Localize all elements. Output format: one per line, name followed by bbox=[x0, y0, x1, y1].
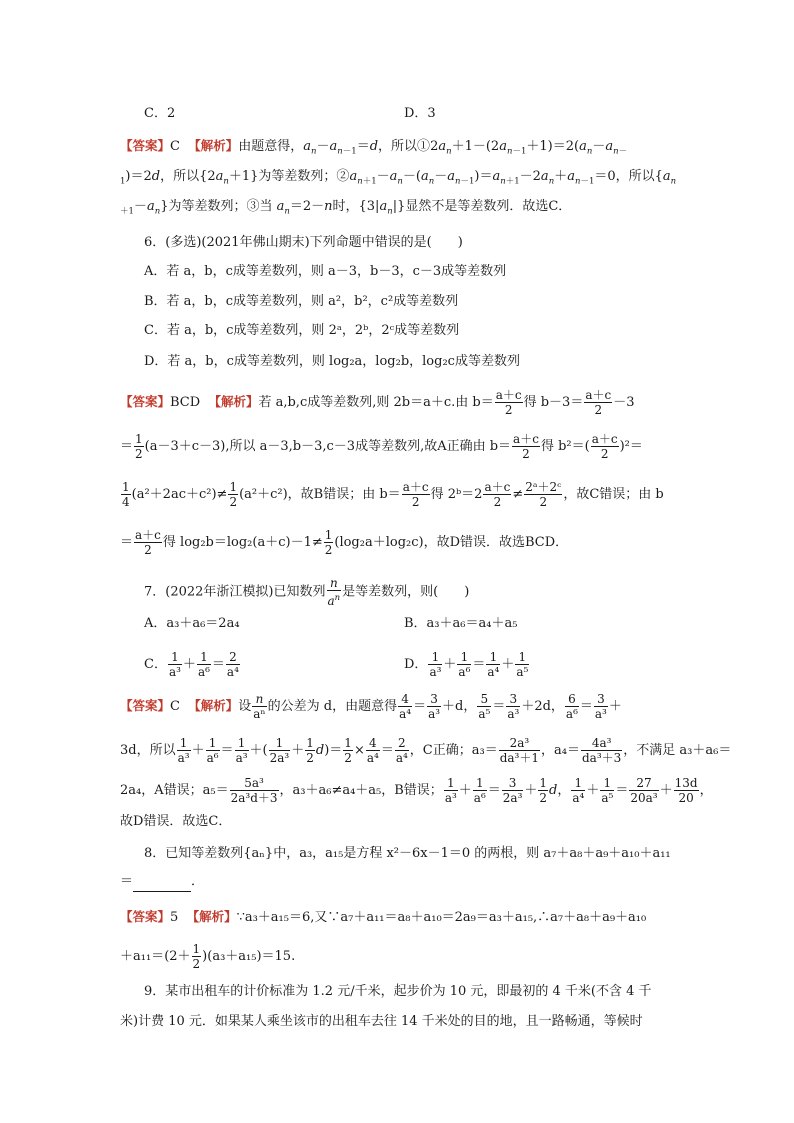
text: 3d，所以 bbox=[120, 743, 176, 758]
q5-analysis-line3: $_{+1}-a_n$}为等差数列；③当 $a_n=2-n$时，$\{3|a_n|\}$显然不是等差数列．故选C． bbox=[120, 199, 572, 217]
text: ，故C错误；由 b bbox=[563, 487, 664, 502]
text: ≠ bbox=[512, 487, 524, 502]
text: ，a₄＝ bbox=[541, 743, 580, 758]
q9-line1: 9．某市出租车的计价标准为 1.2 元/千米，起步价为 10 元，即最初的 4 千米(不含 4 千 bbox=[144, 984, 652, 999]
text: 设 bbox=[238, 699, 252, 714]
text: ＝2( bbox=[552, 139, 580, 154]
answer-blank bbox=[133, 878, 191, 892]
analysis-tag: 【解析】 bbox=[208, 394, 259, 409]
q7-option-d: D． $\frac{1}{\text{a³}}$ ＋ $\frac{1}{\text{a⁶}}$ ＝ $\frac{1}{\text{a⁴}}$ ＋ $\frac{1}{\text{a⁵}}$ bbox=[404, 650, 529, 679]
text: ． bbox=[191, 874, 205, 889]
analysis-tag: 【解析】 bbox=[188, 138, 239, 153]
text: 得 b²＝ bbox=[540, 439, 585, 454]
q7-analysis-line2: 3d，所以 $\frac{1}{\text{a³}}$ ＋ $\frac{1}{\text{a⁶}}$ ＝ $\frac{1}{\text{a³}}$ ＋( $\frac{1}{\text{2a³}}$ ＋ $\frac{1}{2}$ d)＝ $\frac{1}{2}$ × $\frac{4}{\text{a⁴}}$ ＝ $\frac{2}{\text{a⁴}}$ ，C正确；a₃＝ $\frac{\text{2a³}}{\text{da³＋1}}$ ，a₄＝ $\frac{\text{4a³}}{\text{da³＋3}}$ ，不满足 a₃＋a₆＝ bbox=[120, 736, 732, 765]
text: ＋a₁₁＝ bbox=[120, 949, 165, 964]
text: (a₃＋a₁₅)＝15. bbox=[207, 949, 296, 964]
q8-stem: 8．已知等差数列{aₙ}中，a₃，a₁₅是方程 x²－6x－1＝0 的两根，则 a₇＋a₈＋a₉＋a₁₀＋a₁₁ bbox=[144, 846, 671, 861]
q6-analysis-line4: ＝ $\frac{a+c}{2}$ 得 log₂b＝log₂(a＋c)－1≠ $\frac{1}{2}$ (log₂a＋log₂c)，故D错误．故选BCD． bbox=[120, 528, 569, 557]
answer-tag: 【答案】 bbox=[120, 394, 171, 409]
text: ＝ bbox=[629, 439, 643, 454]
answer-tag: 【答案】 bbox=[120, 909, 171, 924]
text: 的公差为 d，由题意得 bbox=[267, 699, 398, 714]
analysis-tag: 【解析】 bbox=[186, 909, 237, 924]
text: 得 2ᵇ＝2 bbox=[430, 487, 483, 502]
text: }为等差数列；③当 bbox=[160, 199, 273, 214]
answer-tag: 【答案】 bbox=[120, 698, 171, 713]
text: (a－3＋c－3),所以 a－3,b－3,c－3成等差数列,故A正确由 b＝ bbox=[144, 439, 512, 454]
text: ， bbox=[557, 783, 571, 798]
text: ，a₃＋a₆≠a₄＋a₅，B错误； bbox=[279, 783, 443, 798]
answer-value: C bbox=[170, 139, 180, 154]
q5-analysis-line1: 【答案】C 【解析】由题意得，$a_n-a_{n-1}=d$，所以$①2a_n+1-(2a_{n-1}+1)=2(a_n-a_{n-}$ bbox=[120, 138, 628, 157]
q6-option-b: B．若 a，b，c成等差数列，则 a²，b²，c²成等差数列 bbox=[144, 294, 459, 309]
text: 若 a,b,c成等差数列,则 2b＝a＋c.由 b＝ bbox=[258, 395, 494, 410]
text: 2a₄，A错误；a₅＝ bbox=[120, 783, 229, 798]
q6-option-c: C．若 a，b，c成等差数列，则 2ᵃ，2ᵇ，2ᶜ成等差数列 bbox=[144, 323, 460, 338]
text: 7．(2022年浙江模拟)已知数列 bbox=[144, 584, 326, 600]
q6-analysis-line3: $\frac{1}{4}$ (a²＋2ac＋c²)≠ $\frac{1}{2}$ (a²＋c²)，故B错误；由 b＝ $\frac{a+c}{2}$ 得 2ᵇ＝2 $\frac{a+c}{2}$ ≠ $\frac{\text{2ᵃ＋2ᶜ}}{2}$ ，故C错误；由 b bbox=[122, 480, 664, 509]
q8-stem-line2 bbox=[120, 872, 204, 892]
q8-analysis-line1 bbox=[120, 907, 646, 928]
text: ＋2d， bbox=[521, 699, 564, 714]
q7-stem: 7．(2022年浙江模拟)已知数列 $\frac{n}{a^n}$ 是等差数列，则( ) bbox=[144, 576, 470, 608]
answer-value: 5 bbox=[170, 910, 179, 925]
text: ∵a₃＋a₁₅＝6,又∵a₇＋a₁₁＝a₈＋a₁₀＝2a₉＝a₃＋a₁₅,∴a₇＋a₈＋a₉＋a₁₀ bbox=[236, 910, 647, 925]
text: ＝ bbox=[120, 535, 134, 550]
text: 时，{3| bbox=[332, 199, 380, 214]
q7-analysis-line1: 【答案】C 【解析】设 $\frac{n}{\text{aⁿ}}$ 的公差为 d，由题意得 $\frac{4}{\text{a⁴}}$ ＝ $\frac{3}{\text{a³}}$ ＋d， $\frac{5}{\text{a⁵}}$ ＝ $\frac{3}{\text{a³}}$ ＋2d， $\frac{6}{\text{a⁶}}$ ＝ $\frac{3}{\text{a³}}$ ＋ bbox=[120, 692, 622, 721]
text: (log₂a＋log₂c)，故D错误．故选BCD． bbox=[334, 535, 569, 550]
q7-option-a: A．a₃＋a₆＝2a₄ bbox=[144, 616, 240, 631]
answer-value: BCD bbox=[170, 395, 201, 410]
q7-analysis-line3: 2a₄，A错误；a₅＝ $\frac{\text{5a³}}{\text{2a³d＋3}}$ ，a₃＋a₆≠a₄＋a₅，B错误； $\frac{1}{\text{a³}}$ ＋ $\frac{1}{\text{a⁶}}$ ＝ $\frac{3}{\text{2a³}}$ ＋ $\frac{1}{2}$ d， $\frac{1}{\text{a⁴}}$ ＋ $\frac{1}{\text{a⁵}}$ ＝ $\frac{27}{\text{20a³}}$ ＋ $\frac{13d}{20}$ ， bbox=[120, 776, 713, 805]
text: ＝0，所以{ bbox=[594, 169, 663, 184]
q6-analysis-line2: ＝ $\frac{1}{2}$ (a－3＋c－3),所以 a－3,b－3,c－3成等差数列,故A正确由 b＝ $\frac{a+c}{2}$ 得 b²＝( $\frac{a+c}{2}$ )²＝ bbox=[120, 432, 643, 461]
text: 由题意得， bbox=[238, 139, 304, 154]
text: ＋d， bbox=[442, 699, 477, 714]
text: －3 bbox=[613, 395, 635, 410]
text: ，C正确 bbox=[409, 743, 459, 758]
q7-option-b: B．a₃＋a₆＝a₄＋a₅ bbox=[404, 616, 518, 631]
text: ＝ bbox=[120, 439, 134, 454]
text: ＋ bbox=[608, 699, 622, 714]
text: (a²＋c²)，故B错误；由 b＝ bbox=[239, 487, 401, 502]
text: ，所以① bbox=[378, 139, 431, 154]
analysis-tag: 【解析】 bbox=[188, 698, 239, 713]
q5-analysis-line2: $_1$)＝2d，所以$\{2a_n+1\}$为等差数列；$②a_{n+1}-a_n-(a_n-a_{n-1})=a_{n+1}-2a_n+a_{n-1}=0$，所以{$a_n$ bbox=[120, 169, 677, 187]
text: |}显然不是等差数列．故选C． bbox=[392, 199, 572, 214]
q7-analysis-line4: 故D错误．故选C． bbox=[120, 814, 232, 829]
text: ，不满足 a₃＋a₆＝ bbox=[623, 743, 732, 758]
q6-analysis-line1: 【答案】BCD 【解析】若 a,b,c成等差数列,则 2b＝a＋c.由 b＝ $\frac{a+c}{2}$ 得 b－3＝ $\frac{a+c}{2}$ －3 bbox=[120, 388, 635, 417]
q7-option-c: C． $\frac{1}{\text{a³}}$ ＋ $\frac{1}{\text{a⁶}}$ ＝ $\frac{2}{\text{a⁴}}$ bbox=[144, 650, 239, 679]
q8-analysis-line2: ＋a₁₁＝(2＋ $\frac{1}{2}$ )(a₃＋a₁₅)＝15. bbox=[120, 942, 296, 971]
text: 得 log₂b＝log₂(a＋c)－1≠ bbox=[162, 535, 323, 550]
option-d: D．3 bbox=[404, 106, 436, 121]
text: 得 b－3＝ bbox=[523, 395, 584, 410]
text: ＝ bbox=[120, 874, 134, 889]
text: ＝ bbox=[329, 743, 343, 758]
q6-option-a: A．若 a，b，c成等差数列，则 a－3，b－3，c－3成等差数列 bbox=[144, 264, 507, 279]
text: (a²＋2ac＋c²)≠ bbox=[131, 487, 228, 502]
text: C． bbox=[144, 657, 167, 672]
text: 是等差数列，则( ) bbox=[342, 584, 470, 600]
text: ＝ bbox=[380, 743, 394, 758]
q6-option-d: D．若 a，b，c成等差数列，则 log₂a，log₂b，log₂c成等差数列 bbox=[144, 354, 520, 369]
text: D． bbox=[404, 657, 428, 672]
q6-stem: 6．(多选)(2021年佛山期末)下列命题中错误的是( ) bbox=[144, 235, 463, 250]
answer-tag: 【答案】 bbox=[120, 138, 171, 153]
q9-line2: 米)计费 10 元．如果某人乘坐该市的出租车去往 14 千米处的目的地，且一路畅通，等候时 bbox=[120, 1014, 643, 1029]
option-c: C．2 bbox=[144, 106, 176, 121]
answer-value: C bbox=[170, 699, 180, 714]
